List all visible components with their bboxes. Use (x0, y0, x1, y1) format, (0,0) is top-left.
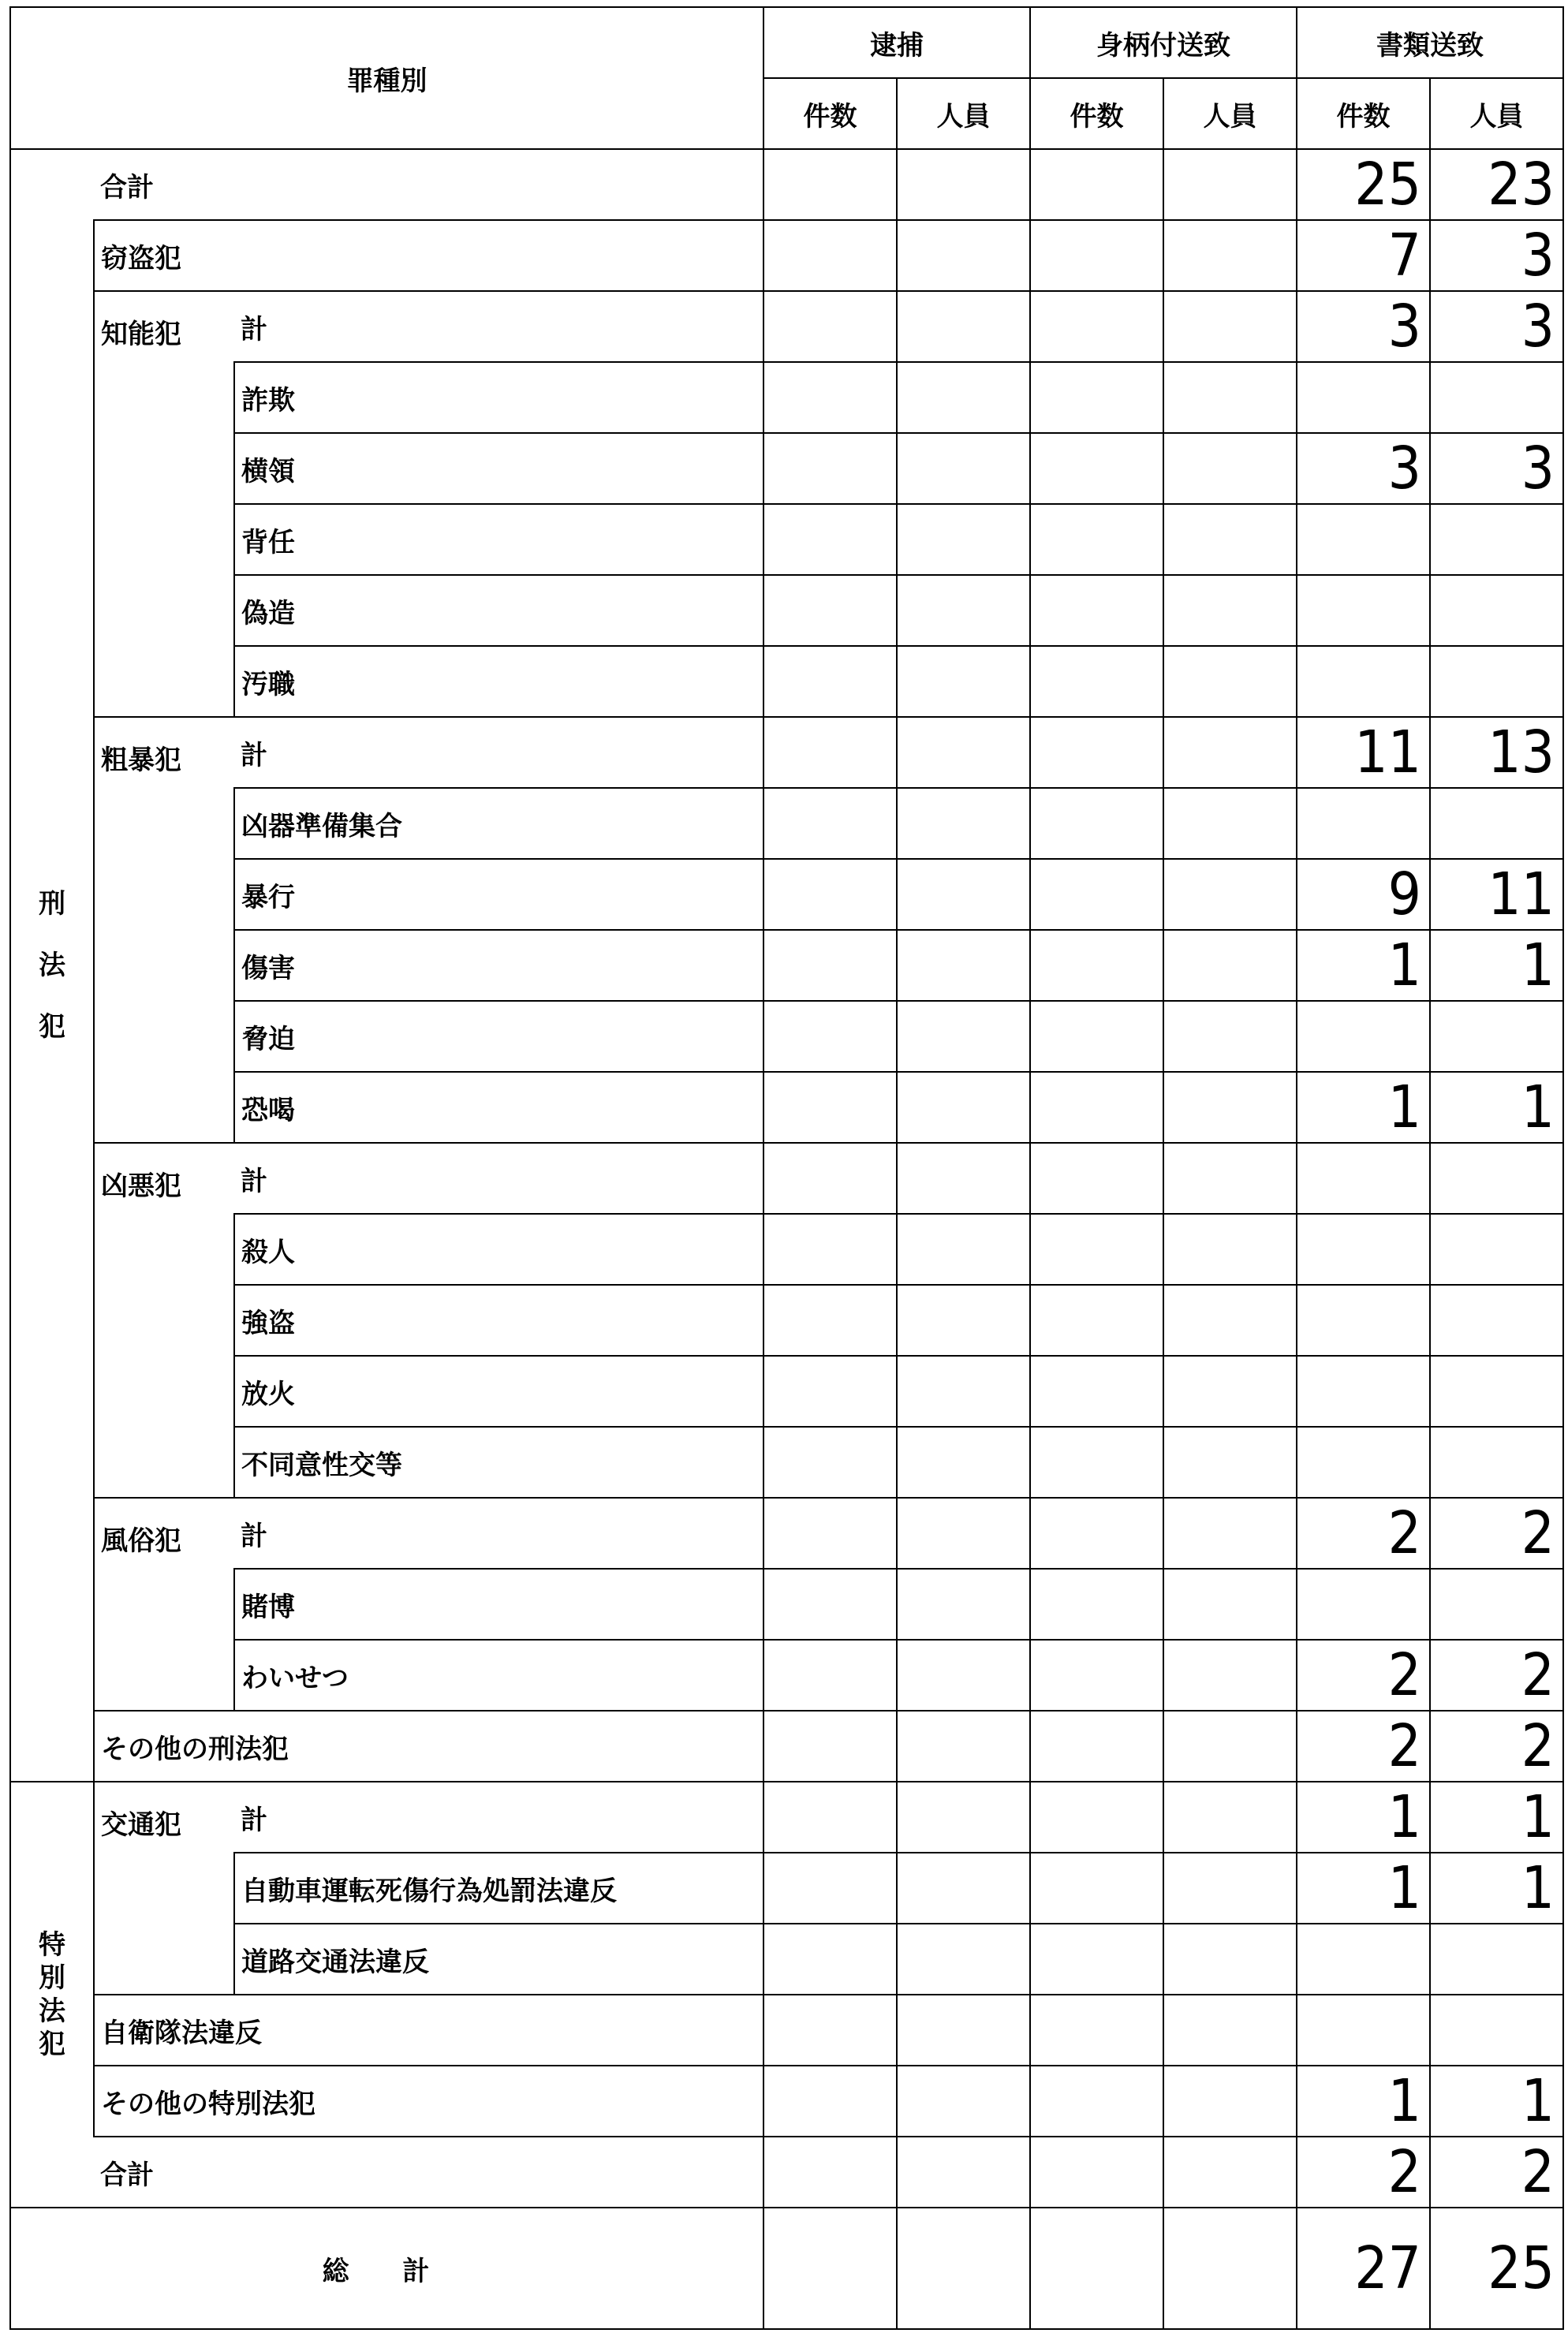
value-cell: 3 (1297, 433, 1430, 504)
value-cell (1297, 1427, 1430, 1498)
sub-header: 件数 (763, 78, 897, 149)
row-label: わいせつ (234, 1640, 763, 1711)
row-label: 殺人 (234, 1214, 763, 1285)
value-cell (897, 1569, 1030, 1640)
value-cell (897, 2137, 1030, 2208)
value-cell (897, 1285, 1030, 1356)
value-cell (1163, 1924, 1297, 1995)
value-cell (897, 1356, 1030, 1427)
value-cell: 3 (1297, 291, 1430, 362)
value-cell (1430, 1995, 1563, 2066)
table-row (10, 1924, 1563, 1995)
value-cell: 25 (1297, 149, 1430, 220)
value-cell: 3 (1430, 291, 1563, 362)
value-cell (763, 1782, 897, 1853)
value-cell: 25 (1430, 2208, 1563, 2329)
table-row (10, 1072, 1563, 1143)
section-char: 特 (39, 1929, 65, 1961)
value-cell: 1 (1297, 930, 1430, 1001)
custody-referral-header: 身柄付送致 (1030, 7, 1297, 78)
value-cell (897, 220, 1030, 291)
value-cell (1163, 362, 1297, 433)
value-cell (1163, 575, 1297, 646)
value-cell (763, 2137, 897, 2208)
value-cell (1163, 1427, 1297, 1498)
value-cell (1163, 1782, 1297, 1853)
value-cell (1030, 1072, 1163, 1143)
table-row (10, 788, 1563, 859)
value-cell (763, 1924, 897, 1995)
row-label: 道路交通法違反 (234, 1924, 763, 1995)
value-cell (763, 1143, 897, 1214)
group-label-chino: 知能犯 (94, 291, 234, 717)
value-cell: 11 (1297, 717, 1430, 788)
crime-statistics-sheet (9, 6, 1564, 2330)
value-cell (897, 291, 1030, 362)
value-cell: 9 (1297, 859, 1430, 930)
value-cell (1030, 1924, 1163, 1995)
value-cell (1163, 1143, 1297, 1214)
value-cell: 2 (1430, 2137, 1563, 2208)
value-cell (1430, 1356, 1563, 1427)
value-cell (1030, 930, 1163, 1001)
value-cell: 1 (1430, 1072, 1563, 1143)
crime-statistics-table (9, 6, 1564, 2330)
value-cell (897, 575, 1030, 646)
section-char: 刑 (39, 888, 65, 920)
table-row (10, 1498, 1563, 1569)
table-row (10, 1214, 1563, 1285)
value-cell (1030, 2208, 1163, 2329)
value-cell (763, 930, 897, 1001)
value-cell (763, 1640, 897, 1711)
value-cell (1030, 504, 1163, 575)
value-cell (1163, 2208, 1297, 2329)
value-cell (1163, 1995, 1297, 2066)
value-cell (763, 220, 897, 291)
value-cell (897, 717, 1030, 788)
row-label-sonota-keiho: その他の刑法犯 (94, 1711, 763, 1782)
value-cell (763, 575, 897, 646)
sub-header: 人員 (1163, 78, 1297, 149)
value-cell (1430, 1143, 1563, 1214)
value-cell (1030, 1214, 1163, 1285)
value-cell (1030, 2137, 1163, 2208)
table-row (10, 1356, 1563, 1427)
table-row (10, 149, 1563, 220)
row-label: 傷害 (234, 930, 763, 1001)
value-cell: 1 (1430, 1782, 1563, 1853)
value-cell (897, 1001, 1030, 1072)
value-cell (1163, 1711, 1297, 1782)
header-row-groups (10, 7, 1563, 78)
row-label-setto: 窃盗犯 (94, 220, 763, 291)
category-header: 罪種別 (10, 7, 763, 149)
table-row (10, 1782, 1563, 1853)
value-cell (1297, 1356, 1430, 1427)
value-cell (763, 1356, 897, 1427)
value-cell (1030, 788, 1163, 859)
value-cell (763, 1214, 897, 1285)
value-cell: 1 (1430, 2066, 1563, 2137)
value-cell (1030, 1427, 1163, 1498)
value-cell: 3 (1430, 220, 1563, 291)
value-cell: 13 (1430, 717, 1563, 788)
table-row (10, 291, 1563, 362)
value-cell (897, 1711, 1030, 1782)
value-cell (1430, 1427, 1563, 1498)
row-label: 計 (234, 1782, 763, 1853)
value-cell (897, 1427, 1030, 1498)
value-cell (763, 1285, 897, 1356)
value-cell (897, 1498, 1030, 1569)
row-label-jieitai: 自衛隊法違反 (94, 1995, 763, 2066)
table-row (10, 859, 1563, 930)
value-cell (763, 717, 897, 788)
value-cell (763, 1427, 897, 1498)
row-label: 偽造 (234, 575, 763, 646)
value-cell (1430, 788, 1563, 859)
value-cell (897, 1995, 1030, 2066)
section-char: 法 (39, 950, 65, 981)
value-cell: 1 (1297, 1072, 1430, 1143)
value-cell (897, 2208, 1030, 2329)
table-row (10, 2208, 1563, 2329)
group-label-kotsu: 交通犯 (94, 1782, 234, 1995)
value-cell (1030, 1356, 1163, 1427)
value-cell (1030, 859, 1163, 930)
table-row (10, 1427, 1563, 1498)
value-cell (1163, 2066, 1297, 2137)
row-label: 不同意性交等 (234, 1427, 763, 1498)
row-label: 自動車運転死傷行為処罰法違反 (234, 1853, 763, 1924)
row-label: 賭博 (234, 1569, 763, 1640)
value-cell (897, 646, 1030, 717)
row-label: 放火 (234, 1356, 763, 1427)
value-cell (1163, 1569, 1297, 1640)
value-cell (897, 2066, 1030, 2137)
value-cell: 7 (1297, 220, 1430, 291)
value-cell (1163, 717, 1297, 788)
value-cell (1163, 291, 1297, 362)
value-cell (1430, 1214, 1563, 1285)
value-cell (897, 433, 1030, 504)
row-label: 計 (234, 717, 763, 788)
value-cell (1030, 2066, 1163, 2137)
value-cell (763, 1498, 897, 1569)
value-cell (897, 1640, 1030, 1711)
value-cell (1163, 504, 1297, 575)
value-cell (763, 1072, 897, 1143)
value-cell (1030, 1569, 1163, 1640)
value-cell: 11 (1430, 859, 1563, 930)
row-label: 詐欺 (234, 362, 763, 433)
value-cell (1163, 646, 1297, 717)
value-cell (897, 1214, 1030, 1285)
value-cell (897, 788, 1030, 859)
value-cell (1030, 1498, 1163, 1569)
value-cell (763, 504, 897, 575)
value-cell (763, 1711, 897, 1782)
value-cell (1163, 1356, 1297, 1427)
sub-header: 件数 (1030, 78, 1163, 149)
group-label-kyoaku: 凶悪犯 (94, 1143, 234, 1498)
row-label: 脅迫 (234, 1001, 763, 1072)
value-cell (897, 859, 1030, 930)
table-row (10, 2137, 1563, 2208)
value-cell: 2 (1297, 1640, 1430, 1711)
row-label: 暴行 (234, 859, 763, 930)
value-cell (1030, 291, 1163, 362)
value-cell: 1 (1297, 1782, 1430, 1853)
value-cell (897, 1143, 1030, 1214)
value-cell (1430, 1569, 1563, 1640)
value-cell (1030, 362, 1163, 433)
table-row (10, 1285, 1563, 1356)
value-cell (1430, 504, 1563, 575)
value-cell (1030, 1640, 1163, 1711)
arrest-header: 逮捕 (763, 7, 1030, 78)
value-cell (897, 930, 1030, 1001)
table-row (10, 930, 1563, 1001)
value-cell (763, 291, 897, 362)
table-row (10, 1995, 1563, 2066)
value-cell: 2 (1430, 1498, 1563, 1569)
table-row (10, 1569, 1563, 1640)
value-cell (1030, 1711, 1163, 1782)
value-cell (763, 2208, 897, 2329)
value-cell: 2 (1297, 2137, 1430, 2208)
value-cell (763, 149, 897, 220)
value-cell (1297, 504, 1430, 575)
table-row (10, 1143, 1563, 1214)
document-referral-header: 書類送致 (1297, 7, 1563, 78)
value-cell (1163, 1498, 1297, 1569)
value-cell (1030, 1001, 1163, 1072)
value-cell (763, 362, 897, 433)
value-cell (1297, 1285, 1430, 1356)
value-cell (897, 1924, 1030, 1995)
value-cell (897, 504, 1030, 575)
row-label-keiho-total: 合計 (94, 149, 763, 220)
table-row (10, 433, 1563, 504)
value-cell (1430, 575, 1563, 646)
value-cell (1163, 1640, 1297, 1711)
sub-header: 件数 (1297, 78, 1430, 149)
value-cell (1297, 788, 1430, 859)
value-cell (897, 149, 1030, 220)
value-cell (763, 1569, 897, 1640)
value-cell (1030, 646, 1163, 717)
row-label: 汚職 (234, 646, 763, 717)
table-row (10, 220, 1563, 291)
value-cell (1163, 1285, 1297, 1356)
value-cell (897, 362, 1030, 433)
grand-total-label: 総 計 (10, 2208, 763, 2329)
value-cell (1163, 859, 1297, 930)
value-cell: 2 (1297, 1711, 1430, 1782)
value-cell (1163, 930, 1297, 1001)
value-cell (1430, 1924, 1563, 1995)
row-label: 恐喝 (234, 1072, 763, 1143)
value-cell (763, 1001, 897, 1072)
row-label: 計 (234, 1498, 763, 1569)
table-row (10, 1853, 1563, 1924)
value-cell (1163, 220, 1297, 291)
value-cell (1297, 1143, 1430, 1214)
value-cell: 2 (1430, 1711, 1563, 1782)
value-cell (763, 1853, 897, 1924)
value-cell (1297, 1569, 1430, 1640)
sub-header: 人員 (1430, 78, 1563, 149)
table-row (10, 646, 1563, 717)
table-row (10, 504, 1563, 575)
value-cell (897, 1782, 1030, 1853)
row-label: 横領 (234, 433, 763, 504)
section-char: 別 (39, 1962, 65, 1994)
value-cell (1163, 149, 1297, 220)
value-cell (1030, 1285, 1163, 1356)
value-cell (1030, 1995, 1163, 2066)
value-cell (1030, 575, 1163, 646)
value-cell (1297, 1995, 1430, 2066)
value-cell: 1 (1430, 930, 1563, 1001)
value-cell (1030, 1143, 1163, 1214)
value-cell (1297, 1001, 1430, 1072)
value-cell (1297, 1924, 1430, 1995)
value-cell (1163, 1072, 1297, 1143)
value-cell: 2 (1297, 1498, 1430, 1569)
section-keiho-label (10, 149, 94, 1782)
value-cell (1163, 788, 1297, 859)
value-cell: 1 (1297, 1853, 1430, 1924)
row-label: 凶器準備集合 (234, 788, 763, 859)
table-row (10, 362, 1563, 433)
row-label: 計 (234, 1143, 763, 1214)
value-cell (1430, 646, 1563, 717)
value-cell: 27 (1297, 2208, 1430, 2329)
value-cell (897, 1072, 1030, 1143)
value-cell (1163, 1853, 1297, 1924)
row-label: 計 (234, 291, 763, 362)
value-cell (1430, 362, 1563, 433)
group-label-fuzoku: 風俗犯 (94, 1498, 234, 1711)
value-cell (763, 859, 897, 930)
table-row (10, 1001, 1563, 1072)
value-cell (1297, 1214, 1430, 1285)
value-cell (1297, 362, 1430, 433)
table-row (10, 2066, 1563, 2137)
section-char: 法 (39, 1995, 65, 2027)
value-cell (1030, 717, 1163, 788)
value-cell (1163, 1214, 1297, 1285)
section-char: 犯 (39, 1011, 65, 1043)
row-label: 背任 (234, 504, 763, 575)
value-cell (1297, 646, 1430, 717)
value-cell (1430, 1001, 1563, 1072)
value-cell (763, 1995, 897, 2066)
value-cell (1030, 433, 1163, 504)
value-cell (897, 1853, 1030, 1924)
table-row (10, 1711, 1563, 1782)
section-tokubetsu-label (10, 1782, 94, 2208)
row-label-sonota-tokubetsu: その他の特別法犯 (94, 2066, 763, 2137)
value-cell (1030, 220, 1163, 291)
value-cell: 23 (1430, 149, 1563, 220)
value-cell: 3 (1430, 433, 1563, 504)
value-cell: 2 (1430, 1640, 1563, 1711)
sub-header: 人員 (897, 78, 1030, 149)
value-cell (1163, 1001, 1297, 1072)
value-cell (1030, 1853, 1163, 1924)
value-cell (1297, 575, 1430, 646)
table-row (10, 575, 1563, 646)
table-row (10, 717, 1563, 788)
value-cell (1163, 2137, 1297, 2208)
value-cell: 1 (1297, 2066, 1430, 2137)
row-label-tokubetsu-total: 合計 (94, 2137, 763, 2208)
value-cell: 1 (1430, 1853, 1563, 1924)
group-label-sobo: 粗暴犯 (94, 717, 234, 1143)
value-cell (763, 433, 897, 504)
value-cell (763, 2066, 897, 2137)
value-cell (1430, 1285, 1563, 1356)
value-cell (1163, 433, 1297, 504)
value-cell (763, 646, 897, 717)
row-label: 強盗 (234, 1285, 763, 1356)
value-cell (1030, 1782, 1163, 1853)
value-cell (763, 788, 897, 859)
value-cell (1030, 149, 1163, 220)
section-char: 犯 (39, 2029, 65, 2060)
table-row (10, 1640, 1563, 1711)
